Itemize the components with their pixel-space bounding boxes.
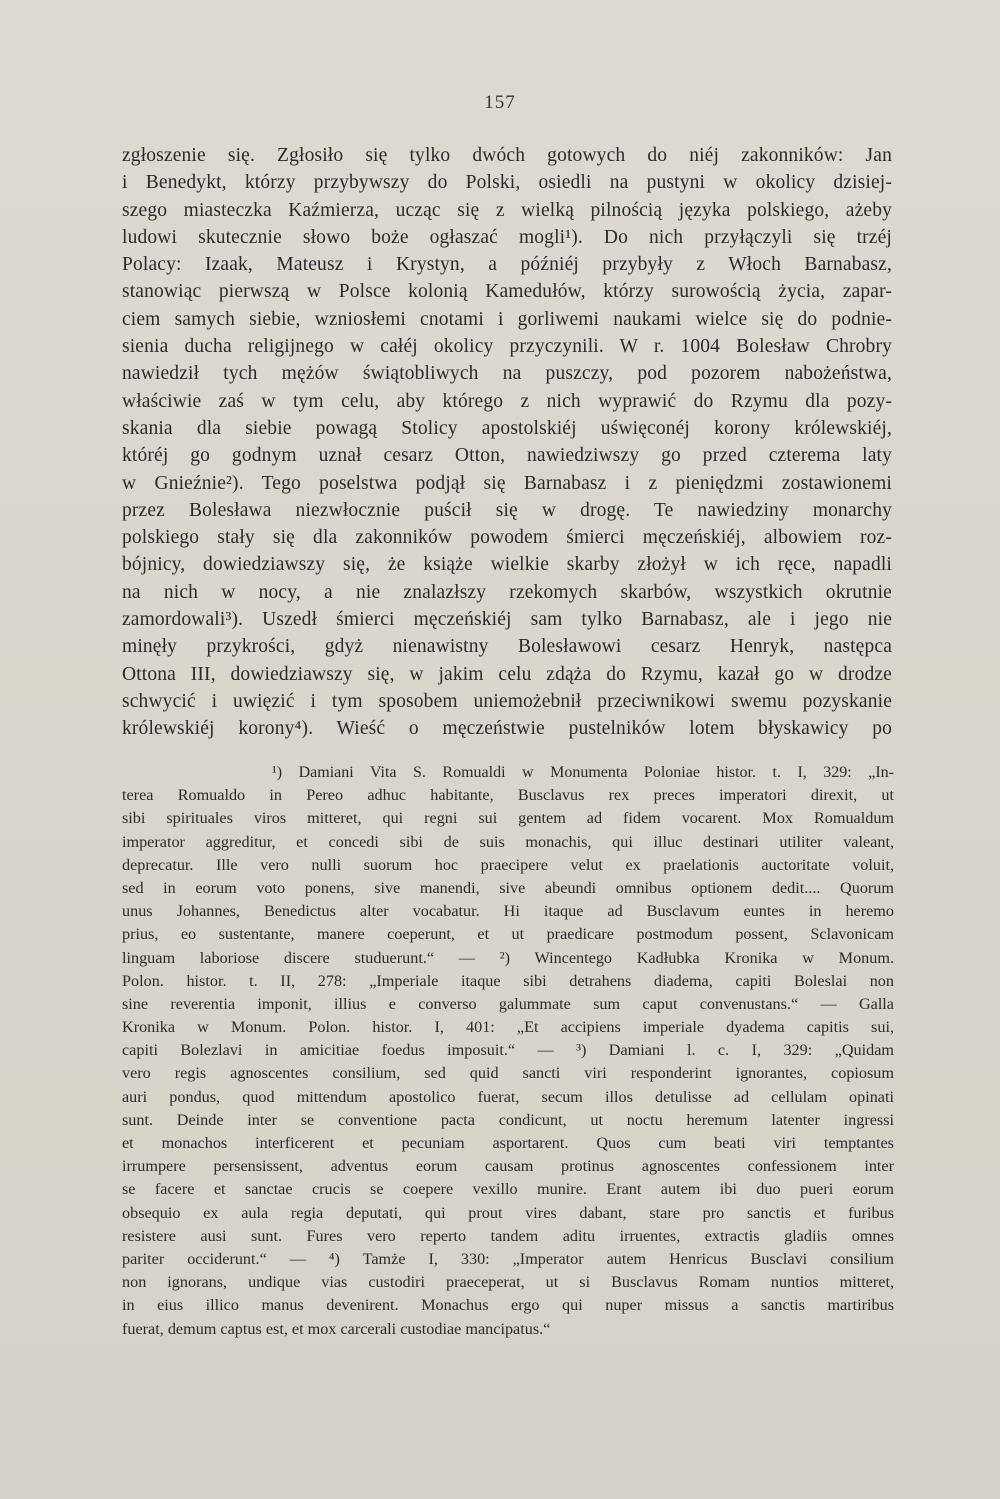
footnote-line: Kronika w Monum. Polon. histor. I, 401: „Et accipiens imperiale dyadema capitis sui, bbox=[122, 1018, 894, 1037]
text-line: zgłoszenie się. Zgłosiło się tylko dwóch gotowych do niéj zakonników: Jan bbox=[122, 145, 892, 166]
footnote-line: sunt. Deinde inter se conventione pacta condicunt, ut noctu heremum latenter ingressi bbox=[122, 1110, 894, 1129]
text-line: któréj go godnym uznał cesarz Otton, nawiedziwszy go przed czterema laty bbox=[122, 445, 892, 467]
text-line: ludowi skutecznie słowo boże ogłaszać mogli¹). Do nich przyłączyli się trzéj bbox=[122, 226, 892, 248]
footnote-line: terea Romualdo in Pereo adhuc habitante, Busclavus rex preces imperatori direxit, ut bbox=[122, 786, 894, 805]
footnote-line: se facere et sanctae crucis se coepere vexillo munire. Erant autem ibi duo pueri eorum bbox=[122, 1180, 894, 1199]
main-text bbox=[122, 142, 892, 743]
text-line: przez Bolesława niezwłocznie puścił się w drogę. Te nawiedziny monarchy bbox=[122, 499, 892, 521]
footnote-line: unus Johannes, Benedictus alter vocabatur. Hi itaque ad Busclavum euntes in heremo bbox=[122, 902, 894, 921]
text-line: stanowiąc pierwszą w Polsce kolonią Kamedułów, którzy surowością życia, zapar- bbox=[122, 281, 892, 303]
text-line: nawiedził tych mężów świątobliwych na puszczy, pod pozorem nabożeństwa, bbox=[122, 363, 892, 385]
footnote-line: auri pondus, quod mittendum apostolico fuerat, secum illos detulisse ad cellulam opinati bbox=[122, 1087, 894, 1106]
footnote-line: sed in eorum voto ponens, sive manendi, sive abeundi omnibus optionem dedit.... Quorum bbox=[122, 878, 894, 897]
footnote-line: imperator aggreditur, et concedi sibi de suis monachis, qui illuc destinari utiliter valeant, bbox=[122, 832, 894, 851]
text-line: sienia ducha religijnego w całéj okolicy przyczynili. W r. 1004 Bolesław Chrobry bbox=[122, 336, 892, 358]
text-line: bójnicy, dowiedziawszy się, że książe wielkie skarby złożył w ich ręce, napadli bbox=[122, 554, 892, 576]
footnote-line: sibi spirituales viros mitteret, qui regni sui gentem ad fidem vocarent. Mox Romualdum bbox=[122, 809, 894, 828]
footnote-line: ¹) Damiani Vita S. Romualdi w Monumenta Poloniae histor. t. I, 329: „In- bbox=[272, 764, 894, 781]
text-line: polskiego stały się dla zakonników powodem śmierci męczeńskiéj, albowiem roz- bbox=[122, 527, 892, 549]
footnote-line: resistere ausi sunt. Fures vero reperto tandem aditu irruentes, extractis gladiis omnes bbox=[122, 1226, 894, 1245]
page-number: 157 bbox=[484, 92, 516, 113]
footnote-line: et monachos interficerent et pecuniam asportarent. Quos cum beati viri temptantes bbox=[122, 1134, 894, 1152]
text-line: minęły przykrości, gdyż nienawistny Bolesławowi cesarz Henryk, następca bbox=[122, 636, 892, 658]
footnote-line: fuerat, demum captus est, et mox carcerali custodiae mancipatus.“ bbox=[122, 1319, 551, 1338]
text-line: Ottona III, dowiedziawszy się, w jakim celu zdąża do Rzymu, kazał go w drodze bbox=[122, 663, 892, 685]
text-line: królewskiéj korony⁴). Wieść o męczeństwie pustelników lotem błyskawicy po bbox=[122, 718, 892, 740]
text-line: zamordowali³). Uszedł śmierci męczeńskiéj sam tylko Barnabasz, ale i jego nie bbox=[122, 609, 892, 631]
text-line: na nich w nocy, a nie znalazłszy rzekomych skarbów, wszystkich okrutnie bbox=[122, 581, 892, 603]
footnote-line: irrumpere persensissent, adventus eorum causam protinus agnoscentes confessionem inter bbox=[122, 1157, 894, 1176]
footnotes bbox=[122, 761, 894, 1341]
footnote-line: in eius illico manus devenirent. Monachus ergo qui nuper missus a sanctis martiribus bbox=[122, 1296, 894, 1315]
text-line: skania dla siebie powagą Stolicy apostolskiéj uświęconéj korony królewskiéj, bbox=[122, 417, 892, 439]
text-line: właściwie zaś w tym celu, aby którego z nich wyprawić do Rzymu dla pozy- bbox=[122, 390, 892, 412]
footnote-line: linguam laboriose discere studuerunt.“ — ²) Wincentego Kadłubka Kronika w Monum. bbox=[122, 948, 894, 967]
footnote-line: prius, eo sustentante, manere coeperunt, et ut praedicare postmodum possent, Sclavonicam bbox=[122, 925, 894, 944]
text-line: ciem samych siebie, wzniosłemi cnotami i gorliwemi naukami wielce się do podnie- bbox=[122, 308, 892, 330]
text-line: szego miasteczka Kaźmierza, ucząc się z wielką pilnością języka polskiego, ażeby bbox=[122, 199, 892, 221]
footnote-line: capiti Bolezlavi in amicitiae foedus imposuit.“ — ³) Damiani l. c. I, 329: „Quidam bbox=[122, 1041, 894, 1060]
footnote-line: Polon. histor. t. II, 278: „Imperiale itaque sibi detrahens diadema, capiti Boleslai non bbox=[122, 971, 894, 990]
text-line: w Gnieźnie²). Tego poselstwa podjął się Barnabasz i z pieniędzmi zostawionemi bbox=[122, 472, 892, 494]
footnote-line: non ignorans, undique vias custodiri praeceperat, ut si Busclavus Romam nuntios mitteret, bbox=[122, 1273, 894, 1292]
text-line: schwycić i uwięzić i tym sposobem uniemożebnił przeciwnikowi swemu pozyskanie bbox=[122, 690, 892, 712]
text-line: Polacy: Izaak, Mateusz i Krystyn, a późniéj przybyły z Włoch Barnabasz, bbox=[122, 254, 892, 276]
footnote-line: deprecatur. Ille vero nulli suorum hoc praecipere velut ex praelationis auctoritate voluit, bbox=[122, 855, 894, 874]
footnote-line: sine reverentia imponit, illius e converso galummate sum caput convenustans.“ — Galla bbox=[122, 994, 894, 1013]
footnote-line: pariter occiderunt.“ — ⁴) Tamże I, 330: „Imperator autem Henricus Busclavi consilium bbox=[122, 1249, 894, 1268]
text-line: i Benedykt, którzy przybywszy do Polski, osiedli na pustyni w okolicy dzisiej- bbox=[122, 172, 892, 194]
footnote-line: vero regis agnoscentes consilium, sed quid sancti viri responderint ignorantes, copiosum bbox=[122, 1064, 894, 1083]
footnote-line: obsequio ex aula regia deputati, qui prout vires dabant, stare pro sanctis et furibus bbox=[122, 1203, 894, 1222]
